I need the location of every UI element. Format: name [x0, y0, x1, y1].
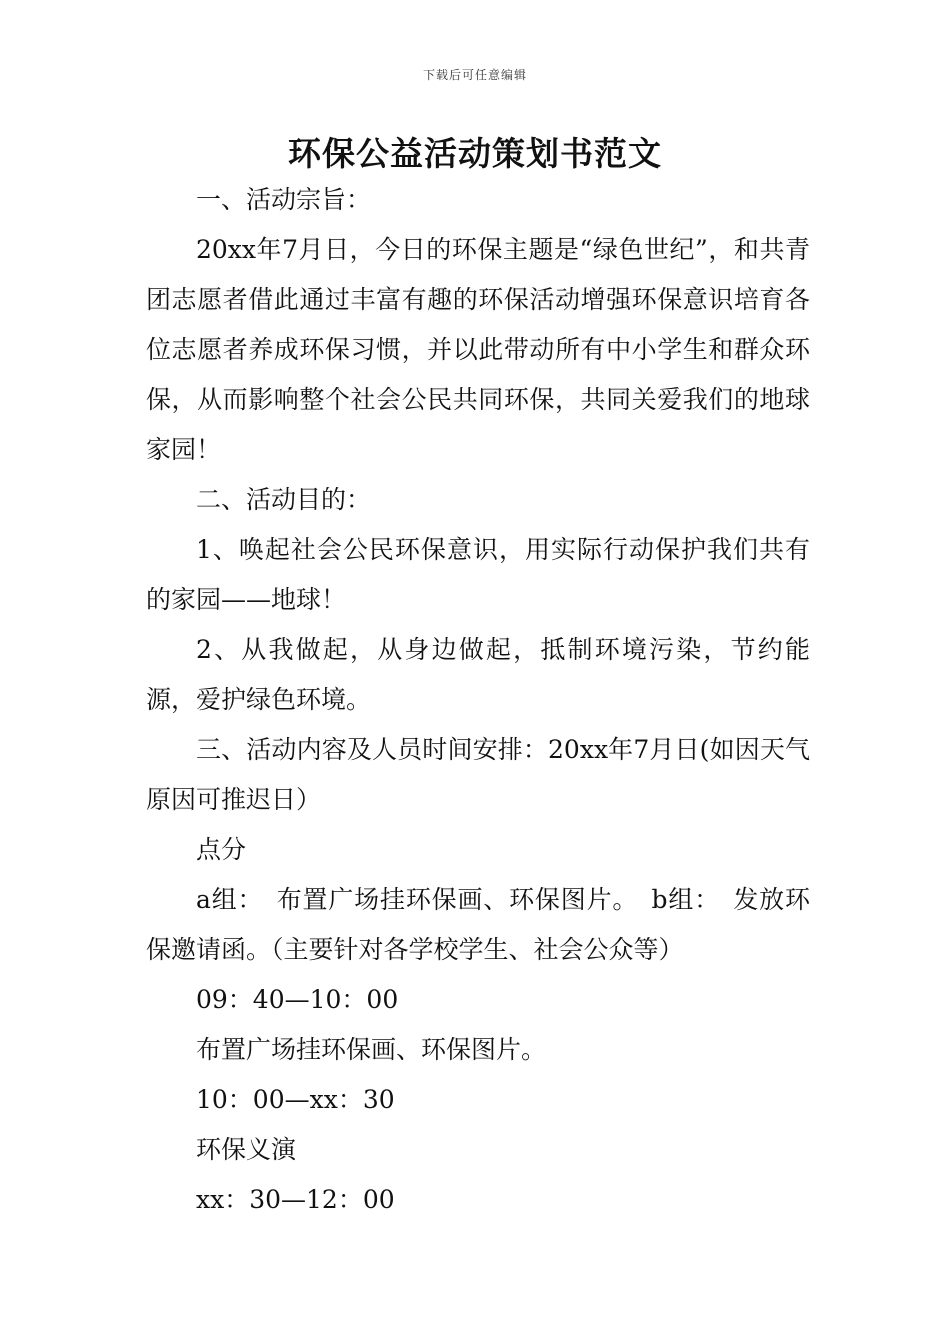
section-heading-purpose: 一、活动宗旨： [196, 185, 372, 214]
document-title: 环保公益活动策划书范文 [288, 134, 662, 173]
page-header-note: 下载后可任意编辑 [422, 68, 527, 82]
document-body [146, 175, 810, 1225]
schedule-time-2: 10：00—xx：30 [196, 1085, 395, 1114]
section-heading-schedule: 三、活动内容及人员时间安排：20xx年7月日(如因天气原因可推迟日） [146, 735, 810, 814]
schedule-groups: a组： 布置广场挂环保画、环保图片。 b组： 发放环保邀请函。（主要针对各学校学生、社会公众等） [146, 885, 810, 964]
goal-item-1: 1、唤起社会公民环保意识，用实际行动保护我们共有的家园——地球！ [146, 535, 810, 614]
schedule-time-1: 09：40—10：00 [196, 985, 399, 1014]
schedule-activity-2: 环保义演 [196, 1135, 297, 1164]
schedule-time-3: xx：30—12：00 [196, 1185, 395, 1214]
schedule-activity-1: 布置广场挂环保画、环保图片。 [196, 1035, 547, 1064]
goal-item-2: 2、从我做起，从身边做起，抵制环境污染，节约能源，爱护绿色环境。 [146, 635, 810, 714]
section-heading-goals: 二、活动目的： [196, 485, 372, 514]
schedule-time-label: 点分 [196, 835, 247, 864]
paragraph-purpose: 20xx年7月日，今日的环保主题是“绿色世纪”，和共青团志愿者借此通过丰富有趣的环保活动增强环保意识培育各位志愿者养成环保习惯，并以此带动所有中小学生和群众环保，从而影响整个社会公民共同环保，共同关爱我们的地球家园！ [146, 235, 810, 464]
